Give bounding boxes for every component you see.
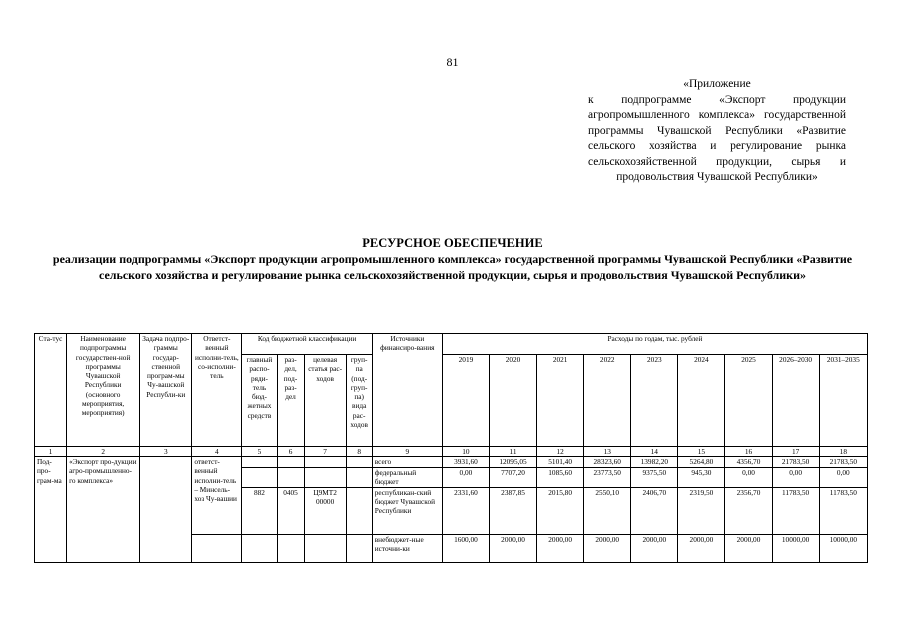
header-task: Задача подпро-граммы государ-ственной програм-мы Чу-вашской Республи-ки [140,334,192,447]
code-cell [346,534,372,562]
column-number: 1 [35,447,67,457]
value-cell: 12095,05 [489,457,536,468]
value-cell: 945,30 [678,468,725,488]
header-budget-code: Код бюджетной классификации [242,334,372,355]
column-number: 11 [489,447,536,457]
value-cell: 21783,50 [819,457,867,468]
header-year: 2019 [442,355,489,447]
appendix-body: к подпрограмме «Экспорт продукции агропромышленного комплекса» государственной программы Чувашской Республики «Развитие сельского хозяйства и регулирование рынка сельскохозяйственной продукции, сырья и продовольствия Чувашской Республики» [588,93,846,183]
column-number: 6 [277,447,304,457]
table-row [35,457,868,468]
header-year: 2031–2035 [819,355,867,447]
name-cell: «Экспорт про-дукции агро-промышленно-го комплекса» [67,457,140,563]
value-cell: 2387,85 [489,487,536,534]
header-section: раз-дел, под-раз-дел [277,355,304,447]
code-cell [346,487,372,534]
code-cell [346,468,372,488]
resource-table [34,333,868,563]
title-subtitle: реализации подпрограммы «Экспорт продукции агропромышленного комплекса» государственной программы Чувашской Республики «Развитие сельского хозяйства и регулирование рынка сельскохозяйственной продукции, сырья и продовольствия Чувашской Республики» [52,252,853,282]
header-year: 2023 [631,355,678,447]
value-cell: 0,00 [819,468,867,488]
value-cell: 28323,60 [584,457,631,468]
value-cell: 0,00 [772,468,819,488]
header-year: 2020 [489,355,536,447]
header-year: 2026–2030 [772,355,819,447]
value-cell: 21783,50 [772,457,819,468]
code-cell [304,534,346,562]
value-cell: 0,00 [442,468,489,488]
page-number: 81 [446,55,459,69]
column-number: 12 [537,447,584,457]
header-expenses: Расходы по годам, тыс. рублей [442,334,867,355]
value-cell: 2000,00 [537,534,584,562]
value-cell: 2356,70 [725,487,772,534]
column-number: 17 [772,447,819,457]
header-year: 2021 [537,355,584,447]
code-cell [242,534,277,562]
value-cell: 7707,20 [489,468,536,488]
column-number: 18 [819,447,867,457]
column-number: 7 [304,447,346,457]
value-cell: 11783,50 [772,487,819,534]
appendix-first-line: «Приложение [683,78,751,90]
value-cell: 5264,80 [678,457,725,468]
column-number: 15 [678,447,725,457]
value-cell: 2406,70 [631,487,678,534]
value-cell: 10000,00 [772,534,819,562]
code-section-cell: 0405 [277,487,304,534]
value-cell: 3931,60 [442,457,489,468]
value-cell: 2331,60 [442,487,489,534]
column-number: 9 [372,447,442,457]
title-heading: РЕСУРСНОЕ ОБЕСПЕЧЕНИЕ [362,236,543,250]
value-cell: 1085,60 [537,468,584,488]
value-cell: 5101,40 [537,457,584,468]
value-cell: 11783,50 [819,487,867,534]
source-cell: республикан-ский бюджет Чувашской Республики [372,487,442,534]
document-title [50,235,855,283]
value-cell: 13982,20 [631,457,678,468]
header-year: 2025 [725,355,772,447]
header-year: 2022 [584,355,631,447]
code-cell [277,534,304,562]
code-cell [242,468,277,488]
code-target-cell: Ц9МТ2 00000 [304,487,346,534]
responsible-cell-empty [192,534,242,562]
source-cell: всего [372,457,442,468]
value-cell: 2319,50 [678,487,725,534]
source-cell: внебюджет-ные источни-ки [372,534,442,562]
task-cell [140,457,192,563]
header-status: Ста-тус [35,334,67,447]
code-gr-cell: 882 [242,487,277,534]
header-sources: Источники финансиро-вания [372,334,442,447]
header-expense-group: груп-па (под-груп-па) вида рас-ходов [346,355,372,447]
value-cell: 0,00 [725,468,772,488]
source-cell: федеральный бюджет [372,468,442,488]
code-cell [277,457,304,468]
value-cell: 2000,00 [631,534,678,562]
column-number: 14 [631,447,678,457]
column-number: 16 [725,447,772,457]
header-gr-manager: главный распо-ряди-тель бюд-жетных средств [242,355,277,447]
appendix-note [588,77,846,186]
code-cell [304,457,346,468]
header-year: 2024 [678,355,725,447]
column-number: 3 [140,447,192,457]
value-cell: 10000,00 [819,534,867,562]
value-cell: 2000,00 [725,534,772,562]
code-cell [346,457,372,468]
responsible-cell: ответст-венный исполни-тель – Минсель-хоз Чу-вашии [192,457,242,535]
column-number: 13 [584,447,631,457]
value-cell: 2015,80 [537,487,584,534]
value-cell: 2000,00 [489,534,536,562]
code-cell [304,468,346,488]
code-cell [277,468,304,488]
code-cell [242,457,277,468]
status-cell: Под-про-грам-ма [35,457,67,563]
value-cell: 23773,50 [584,468,631,488]
header-name: Наименование подпрограммы государствен-ной программы Чувашской Республики (основного мероприятия, мероприятия) [67,334,140,447]
value-cell: 2000,00 [678,534,725,562]
column-number: 4 [192,447,242,457]
value-cell: 4356,70 [725,457,772,468]
column-number: 8 [346,447,372,457]
value-cell: 1600,00 [442,534,489,562]
column-number: 5 [242,447,277,457]
value-cell: 2550,10 [584,487,631,534]
value-cell: 9375,50 [631,468,678,488]
value-cell: 2000,00 [584,534,631,562]
header-responsible: Ответст-венный исполни-тель, со-исполни-тель [192,334,242,447]
column-number: 10 [442,447,489,457]
header-target-article: целевая статья рас-ходов [304,355,346,447]
column-number: 2 [67,447,140,457]
